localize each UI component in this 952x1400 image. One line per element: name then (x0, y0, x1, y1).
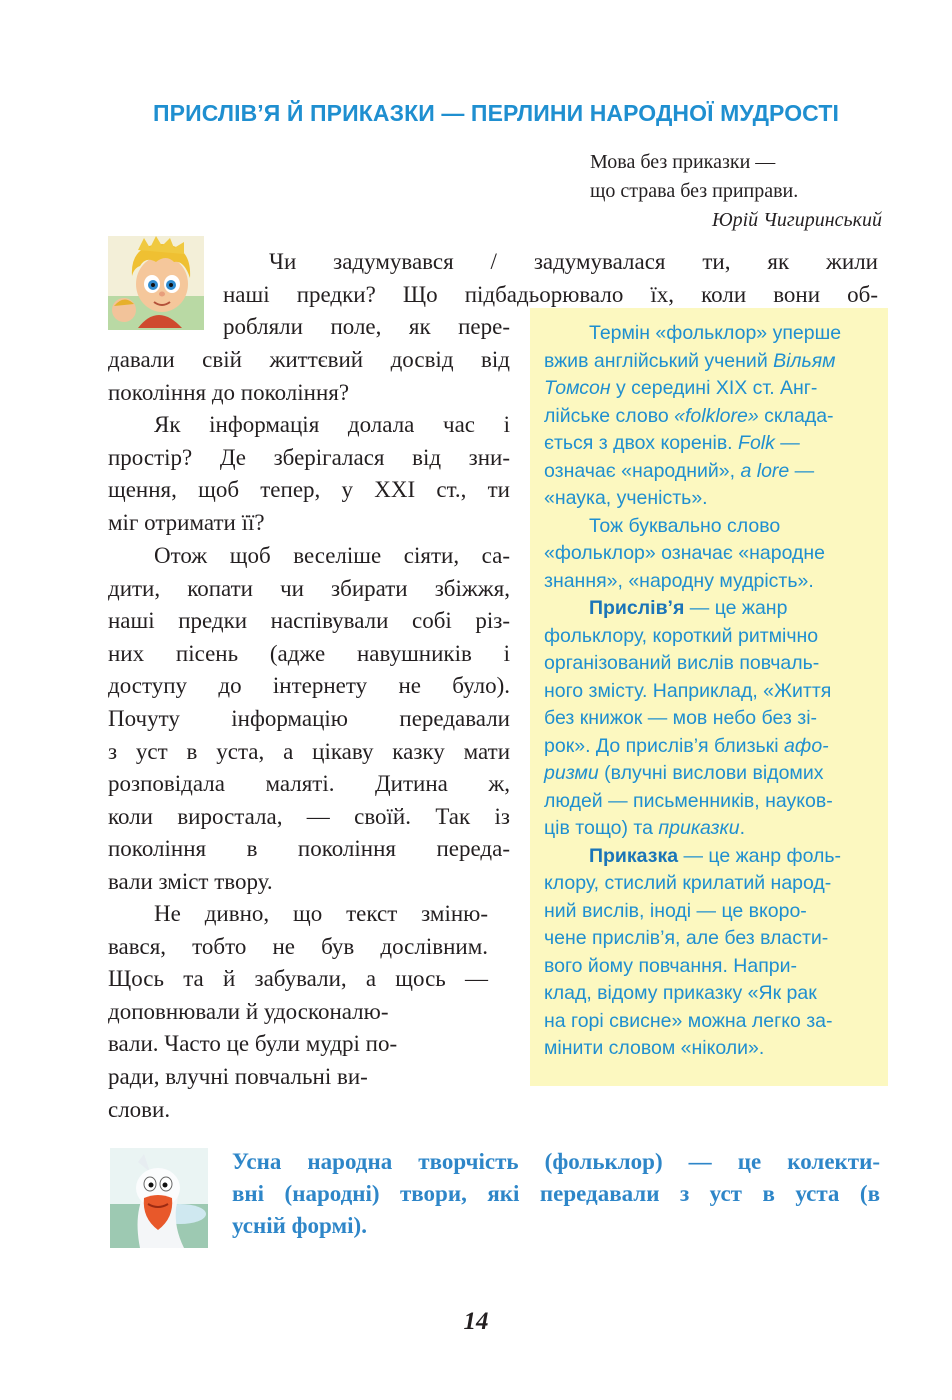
text-span: Отож щоб веселіше сіяти, са- (154, 543, 510, 568)
text-span: лійське слово (544, 404, 675, 427)
emphasis: a lore (740, 459, 790, 482)
text-line (544, 815, 874, 843)
text-line: з уст в уста, а цікаву казку мати (108, 738, 510, 764)
text-line: доповнювали й удосконалю- (108, 998, 389, 1024)
text-line: людей — письменників, науков- (544, 789, 833, 812)
paragraph-1-tail (108, 344, 510, 409)
text-line: ради, влучні повчальні ви- (108, 1063, 368, 1089)
text-span: — (774, 432, 800, 454)
text-line: простір? Де зберігалася від зни- (108, 444, 510, 470)
text-line: без книжок — мов небо без зі- (544, 707, 818, 729)
text-line (544, 733, 874, 761)
term-saying: Приказка (589, 844, 679, 867)
text-line (544, 595, 874, 623)
text-line: організований вислів повчаль- (544, 652, 820, 674)
text-line (108, 540, 510, 573)
text-line: давали свій життєвий досвід від (108, 347, 510, 372)
text-span: Чи задумувався / задумувалася ти, як жили (269, 249, 878, 274)
text-line: щення, щоб тепер, у XXI ст., ти (108, 477, 510, 503)
text-line: коли виростала, — своїй. Так із (108, 803, 510, 829)
text-line: розповідала маляті. Дитина ж, (108, 771, 510, 797)
text-line: усній формі). (232, 1213, 367, 1238)
text-line: наші предки? Що підбадьорювало їх, коли вони об- (223, 281, 878, 307)
text-line: «фольклор» означає «народне (544, 542, 825, 564)
text-line: на горі свисне» можна легко за- (544, 1009, 833, 1032)
text-line: Усна народна творчість (фольклор) — це колекти- (232, 1149, 880, 1174)
epigraph-author: Юрій Чигиринський (711, 209, 882, 231)
text-line: мінити словом «ніколи». (544, 1037, 765, 1059)
epigraph-line-2: що страва без приправи. (590, 180, 799, 202)
page-number: 14 (463, 1308, 489, 1335)
text-line (544, 843, 874, 871)
text-span: вжив англійський учений (544, 349, 774, 372)
boy-character-icon (108, 236, 204, 330)
info-box (530, 308, 888, 1086)
text-line: «наука, ученість». (544, 487, 708, 509)
emphasis: Вільям (773, 349, 836, 372)
text-line (544, 403, 874, 431)
text-line (544, 513, 874, 541)
text-line (544, 375, 874, 403)
paragraph-1-cont (223, 311, 510, 344)
text-span: ців тощо) та (544, 817, 659, 839)
text-line: вали зміст твору. (108, 868, 273, 894)
paragraph-2 (108, 409, 510, 539)
emphasis: Томсон (544, 377, 611, 399)
paragraph-1 (223, 246, 878, 311)
term-proverb: Прислів’я (589, 597, 685, 619)
text-span: у середині XIX ст. Анг- (610, 377, 818, 399)
text-line: них пісень (адже навушників і (108, 640, 510, 666)
text-span: означає «народний», (544, 459, 741, 482)
text-span: Як інформація долала час і (154, 412, 510, 437)
paragraph-3 (108, 540, 510, 899)
text-span: рок». До прислів’я близькі (544, 734, 784, 757)
text-span: Термін «фольклор» уперше (589, 322, 842, 344)
paragraph-4 (108, 898, 488, 1126)
text-line (544, 348, 874, 376)
text-span: — це жанр (684, 597, 788, 619)
text-line: клад, відому приказку «Як рак (544, 982, 817, 1004)
text-span: — це жанр фоль- (678, 844, 842, 867)
text-line: вався, тобто не був дослівним. (108, 933, 488, 959)
text-line (108, 898, 488, 931)
text-line: покоління до покоління? (108, 379, 350, 405)
text-line: знання», «народну мудрість». (544, 569, 814, 592)
text-span: Не дивно, що текст зміню- (154, 901, 488, 926)
text-line: чене прислів’я, але без власти- (544, 927, 829, 949)
text-line: робляли поле, як пере- (223, 314, 510, 339)
text-span: (влучні вислови відомих (598, 762, 824, 784)
emphasis: приказки (658, 817, 740, 839)
text-line: ний вислів, іноді — це вкоро- (544, 899, 807, 922)
text-line (544, 760, 874, 788)
emphasis: «folklore» (674, 404, 759, 427)
definition-block (232, 1146, 880, 1242)
epigraph (590, 148, 882, 235)
text-line: слови. (108, 1096, 171, 1122)
text-line: Почуту інформацію передавали (108, 705, 510, 731)
epigraph-line-1: Мова без приказки — (590, 151, 776, 173)
emphasis: Folk (738, 432, 775, 454)
text-line: покоління в покоління переда- (108, 836, 510, 862)
text-line: вали. Часто це були мудрі по- (108, 1031, 398, 1057)
text-line: дити, копати чи збирати збіжжя, (108, 575, 510, 601)
text-span: Тож буквально слово (589, 514, 781, 537)
text-span: склада- (758, 404, 834, 427)
text-line: фольклору, короткий ритмічно (544, 624, 819, 647)
text-line: доступу до інтернету не було). (108, 673, 510, 699)
text-span: — (789, 459, 815, 482)
text-line: міг отримати її? (108, 509, 265, 535)
text-span: ється з двох коренів. (544, 432, 739, 454)
text-line (544, 458, 874, 486)
goose-character-icon (110, 1148, 208, 1248)
text-line (544, 430, 874, 458)
text-line: наші предки наспівували собі різ- (108, 608, 510, 634)
text-line (544, 320, 874, 348)
emphasis: ризми (544, 762, 599, 784)
text-line (223, 246, 878, 279)
text-line (108, 409, 510, 442)
text-line: вні (народні) твори, які передавали з уст в уста (в (232, 1181, 880, 1206)
emphasis: афо- (783, 734, 829, 757)
text-line: Щось та й забували, а щось — (108, 966, 488, 992)
text-line: вого йому повчання. Напри- (544, 954, 798, 977)
text-line: ного змісту. Наприклад, «Життя (544, 679, 832, 702)
page-title: ПРИСЛІВ’Я Й ПРИКАЗКИ — ПЕРЛИНИ НАРОДНОЇ МУДРОСТІ (153, 100, 839, 126)
text-span: . (739, 817, 745, 839)
text-line: клору, стислий крилатий народ- (544, 872, 832, 894)
